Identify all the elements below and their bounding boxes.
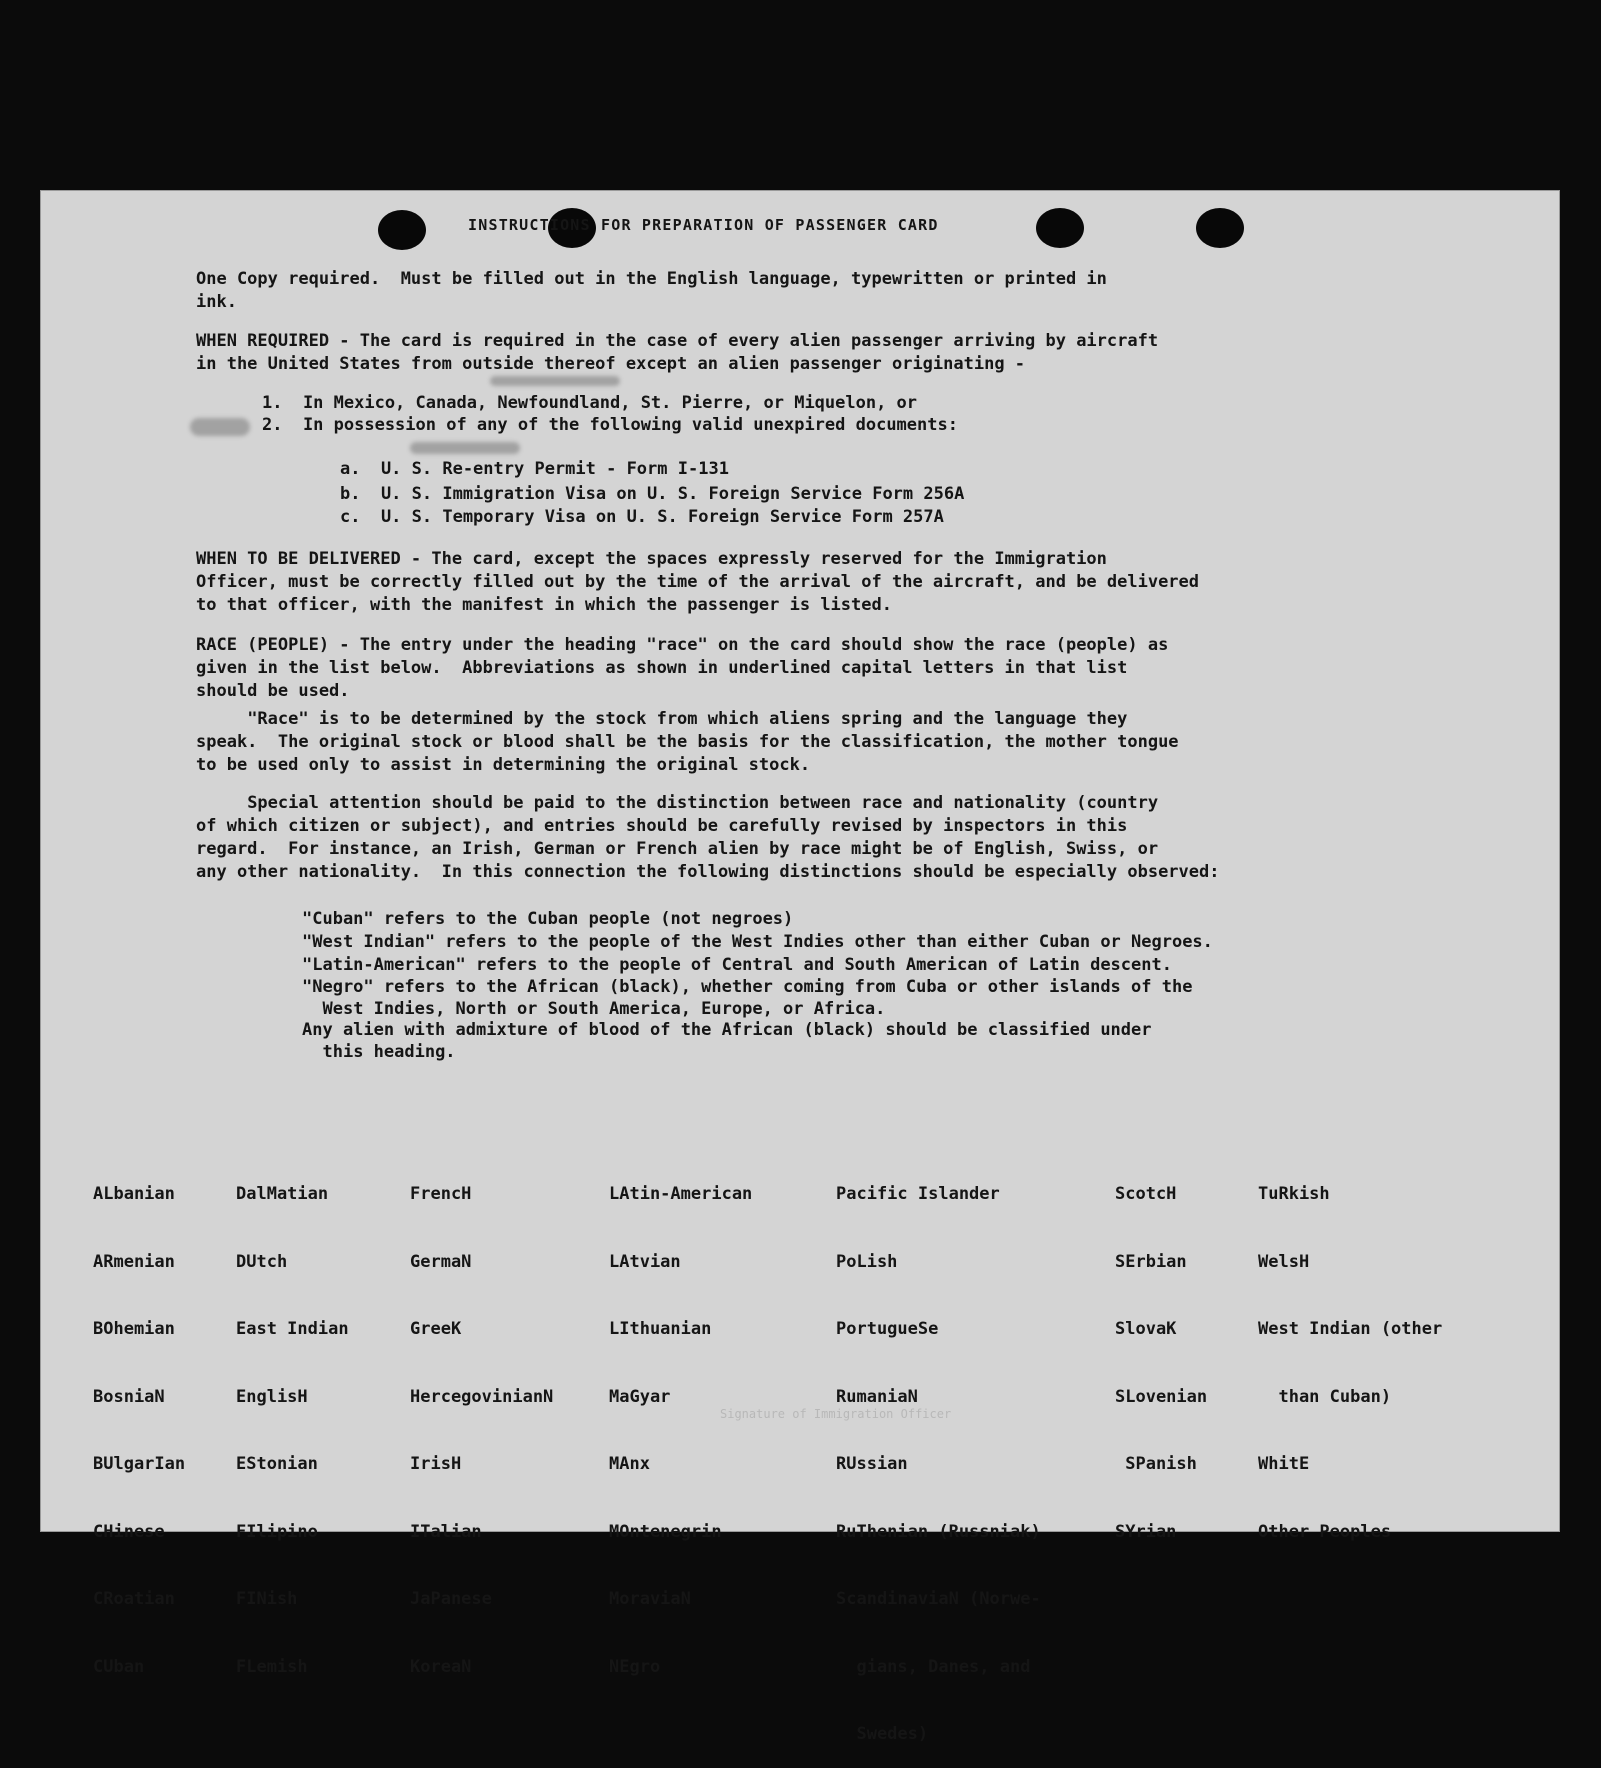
page-title: INSTRUCTIONS FOR PREPARATION OF PASSENGER CARD xyxy=(468,216,939,234)
race-item: WhitE xyxy=(1258,1454,1310,1474)
ink-smudge xyxy=(190,418,250,436)
race-item: RUssian xyxy=(836,1454,908,1474)
distinction-latin-american: "Latin-American" refers to the people of Central and South American of Latin descent. xyxy=(302,955,1172,975)
race-column-7 xyxy=(1258,1138,1442,1566)
list-item-a: a. U. S. Re-entry Permit - Form I-131 xyxy=(340,459,729,479)
race-item: LAtvian xyxy=(609,1251,681,1272)
race-item: MoraviaN xyxy=(609,1589,691,1609)
race-item: ALbanian xyxy=(93,1184,175,1204)
race-item: RumaniaN xyxy=(836,1386,918,1407)
race-item: CUban xyxy=(93,1656,145,1677)
race-item: FIlipino xyxy=(236,1521,318,1542)
race-item: IrisH xyxy=(410,1454,462,1474)
race-item: West Indian (other xyxy=(1258,1319,1443,1339)
race-item: Other Peoples xyxy=(1258,1521,1392,1542)
list-item-1: 1. In Mexico, Canada, Newfoundland, St. Pierre, or Miquelon, or xyxy=(262,393,918,413)
race-item: SlovaK xyxy=(1115,1319,1177,1339)
race-item: HercegovinianN xyxy=(410,1386,554,1407)
race-column-6 xyxy=(1115,1138,1207,1566)
race-item: ITalian xyxy=(410,1521,482,1542)
race-item: GermaN xyxy=(410,1251,472,1272)
intro-paragraph: One Copy required. Must be filled out in the English language, typewritten or printed in ink. xyxy=(196,269,1107,312)
race-item: ScandinaviaN (Norwe- xyxy=(836,1589,1041,1609)
ink-smudge xyxy=(410,442,520,454)
race-item: EnglisH xyxy=(236,1386,308,1407)
race-column-5 xyxy=(836,1138,1041,1768)
race-item: FINish xyxy=(236,1589,298,1609)
race-item: MAnx xyxy=(609,1454,650,1474)
race-item: FLemish xyxy=(236,1656,308,1677)
race-column-3 xyxy=(410,1138,553,1701)
race-item: RuThenian (Russniak) xyxy=(836,1521,1041,1542)
distinction-negro: "Negro" refers to the African (black), whether coming from Cuba or other islands of the West Indies, North or South America, Europe, or Africa. xyxy=(302,977,1193,1019)
race-item: ARmenian xyxy=(93,1251,175,1272)
when-delivered-paragraph: WHEN TO BE DELIVERED - The card, except the spaces expressly reserved for the Immigration Officer, must be correctly filled out by the time of the arrival of the aircraft, and be delivered to that officer, with the manifest in which the passenger is listed. xyxy=(196,549,1200,615)
race-item: ScotcH xyxy=(1115,1184,1177,1204)
race-item: BosniaN xyxy=(93,1386,165,1407)
list-item-b: b. U. S. Immigration Visa on U. S. Foreign Service Form 256A xyxy=(340,484,965,504)
race-item: DalMatian xyxy=(236,1184,329,1204)
race-column-2 xyxy=(236,1138,349,1701)
race-item: TuRkish xyxy=(1258,1184,1330,1204)
race-item: PoLish xyxy=(836,1251,898,1272)
race-item: WelsH xyxy=(1258,1251,1310,1272)
race-definition-paragraph: "Race" is to be determined by the stock from which aliens spring and the language they speak. The original stock or blood shall be the basis for the classification, the mother tongue to be used only to assist in determining the original stock. xyxy=(196,709,1179,775)
race-item: Pacific Islander xyxy=(836,1184,1000,1204)
bleed-through-text: Signature of Immigration Officer xyxy=(720,1407,952,1421)
race-item: SPanish xyxy=(1115,1454,1197,1474)
race-item: BOhemian xyxy=(93,1319,175,1339)
distinction-cuban: "Cuban" refers to the Cuban people (not negroes) xyxy=(302,909,794,929)
race-item: KoreaN xyxy=(410,1656,472,1677)
punch-hole-4 xyxy=(1196,208,1244,248)
special-attention-paragraph: Special attention should be paid to the distinction between race and nationality (country of which citizen or subject), and entries should be carefully revised by inspectors in this regard. For instance, an Irish, German or French alien by race might be of English, Swiss, or any other nationality. In this connection the following distinctions should be especially observed: xyxy=(196,793,1220,882)
race-column-4 xyxy=(609,1138,752,1701)
race-item: PortugueSe xyxy=(836,1319,939,1339)
list-item-2: 2. In possession of any of the following valid unexpired documents: xyxy=(262,415,958,435)
race-item: BUlgarIan xyxy=(93,1454,186,1474)
race-item: CRoatian xyxy=(93,1589,175,1609)
race-item: EStonian xyxy=(236,1454,318,1474)
list-item-c: c. U. S. Temporary Visa on U. S. Foreign Service Form 257A xyxy=(340,507,944,527)
race-item: MaGyar xyxy=(609,1386,671,1407)
race-item: SYrian xyxy=(1115,1521,1177,1542)
ink-smudge xyxy=(490,376,620,386)
distinction-admixture: Any alien with admixture of blood of the African (black) should be classified under this heading. xyxy=(302,1020,1152,1062)
race-item: SErbian xyxy=(1115,1251,1187,1272)
race-item: JaPanese xyxy=(410,1589,492,1609)
race-item: LAtin-American xyxy=(609,1184,753,1204)
race-people-paragraph: RACE (PEOPLE) - The entry under the heading "race" on the card should show the race (people) as given in the list below. Abbreviations as shown in underlined capital letters in that list should be used. xyxy=(196,635,1169,701)
race-item: GreeK xyxy=(410,1319,462,1339)
distinction-west-indian: "West Indian" refers to the people of the West Indies other than either Cuban or Negroes. xyxy=(302,932,1213,952)
race-item: than Cuban) xyxy=(1258,1386,1392,1407)
race-item: SLovenian xyxy=(1115,1386,1208,1407)
race-item: MOntenegrin xyxy=(609,1521,722,1542)
race-item: FrencH xyxy=(410,1184,472,1204)
when-required-paragraph: WHEN REQUIRED - The card is required in the case of every alien passenger arriving by aircraft in the United States from outside thereof except an alien passenger originating - xyxy=(196,331,1159,374)
race-item: LIthuanian xyxy=(609,1319,712,1339)
race-column-1 xyxy=(93,1138,185,1701)
race-item: East Indian xyxy=(236,1319,349,1339)
punch-hole-1 xyxy=(378,210,426,250)
race-item: Swedes) xyxy=(836,1724,929,1744)
race-item: gians, Danes, and xyxy=(836,1656,1031,1677)
race-item: CHinese xyxy=(93,1521,165,1542)
race-item: NEgro xyxy=(609,1656,661,1677)
race-item: DUtch xyxy=(236,1251,288,1272)
